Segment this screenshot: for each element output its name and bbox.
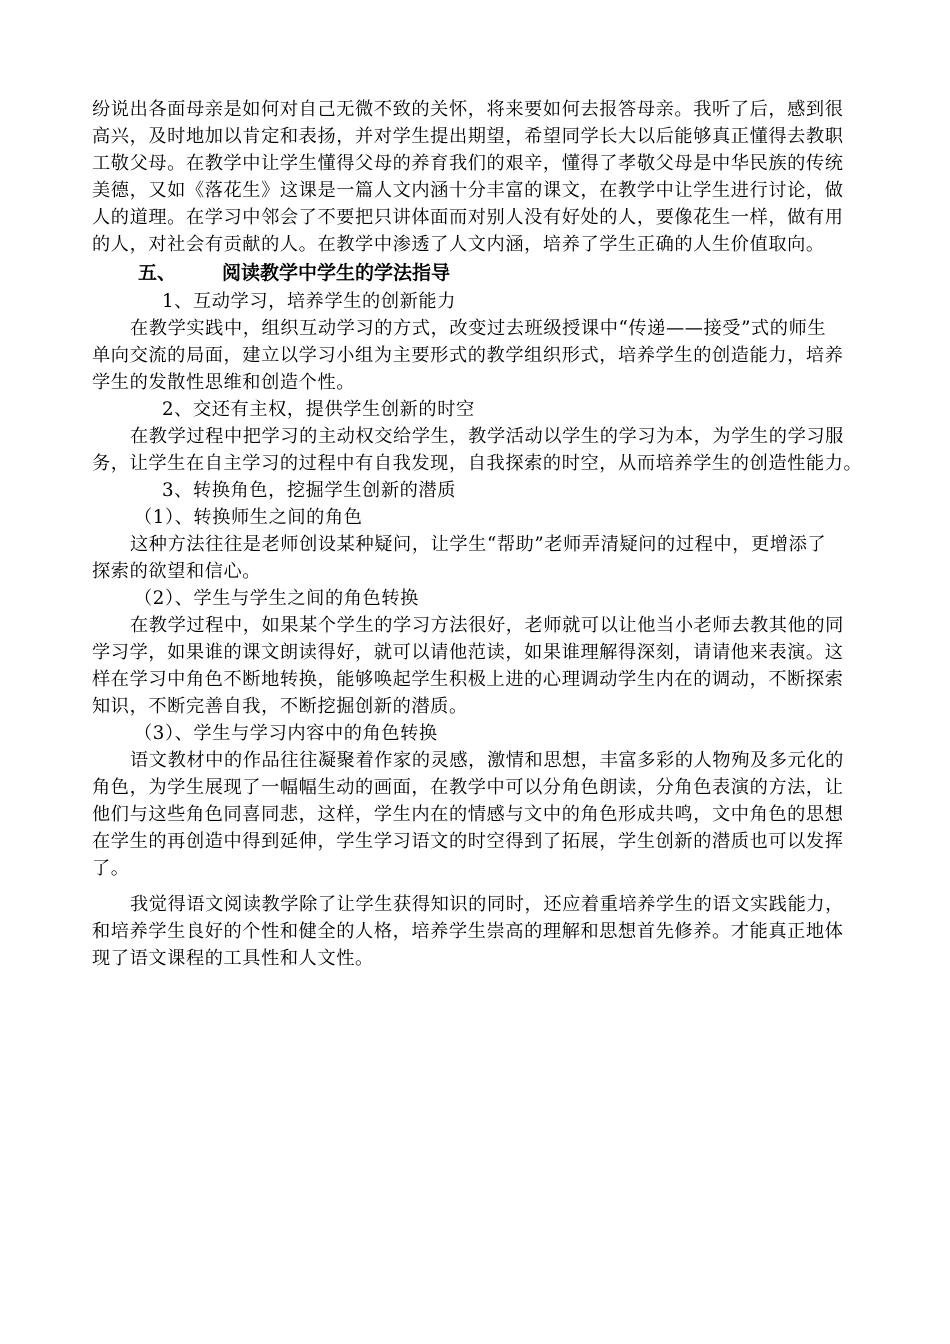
paragraph-line: 单向交流的局面，建立以学习小组为主要形式的教学组织形式，培养学生的创造能力，培养 — [92, 345, 844, 366]
paragraph — [92, 315, 862, 396]
paragraph-line: 和培养学生良好的个性和健全的人格，培养学生崇高的理解和思想首先修养。才能真正地体 — [92, 921, 844, 942]
paragraph-line: 学习学，如果谁的课文朗读得好，就可以请他范读，如果谁理解得深刻，请请他来表演。这 — [92, 642, 844, 663]
paragraph-line: 语文教材中的作品往往凝聚着作家的灵感，激情和思想，丰富多彩的人物殉及多元化的 — [130, 750, 844, 771]
paragraph-line: 知识，不断完善自我，不断挖掘创新的潜质。 — [92, 696, 468, 717]
section-heading — [92, 258, 862, 288]
paragraph-line: 工敬父母。在教学中让学生懂得父母的养育我们的艰辛，懂得了孝敬父母是中华民族的传统 — [92, 153, 844, 174]
paragraph — [92, 531, 862, 585]
paragraph-line: 纷说出各面母亲是如何对自己无微不致的关怀，将来要如何去报答母亲。我听了后，感到很 — [92, 99, 844, 120]
paragraph-line: 他们与这些角色同喜同悲，这样，学生内在的情感与文中的角色形成共鸣，文中角色的思想 — [92, 804, 844, 825]
paragraph — [92, 747, 862, 882]
document-page — [92, 96, 862, 972]
paragraph-line: 的人，对社会有贡献的人。在教学中渗透了人文内涵，培养了学生正确的人生价值取向。 — [92, 234, 825, 255]
paragraph-line: 在教学过程中把学习的主动权交给学生，教学活动以学生的学习为本，为学生的学习服 — [130, 426, 844, 447]
paragraph-line: 务，让学生在自主学习的过程中有自我发现，自我探索的时空，从而培养学生的创造性能力。 — [92, 453, 863, 474]
paragraph-line: 了。 — [92, 858, 130, 879]
paragraph-line: 样在学习中角色不断地转换，能够唤起学生积极上进的心理调动学生内在的调动，不断探索 — [92, 669, 844, 690]
paragraph-line: 人的道理。在学习中邻会了不要把只讲体面而对别人没有好处的人，要像花生一样，做有用 — [92, 207, 844, 228]
section-number: 五、 — [138, 262, 177, 284]
paragraph-line: 现了语文课程的工具性和人文性。 — [92, 948, 374, 969]
paragraph-line: 在教学过程中，如果某个学生的学习方法很好，老师就可以让他当小老师去教其他的同 — [130, 615, 844, 636]
numbered-subtitle: （2）、学生与学生之间的角色转换 — [134, 588, 419, 609]
paragraph-line: 角色，为学生展现了一幅幅生动的画面，在教学中可以分角色朗读，分角色表演的方法，让 — [92, 777, 844, 798]
paragraph — [92, 891, 862, 972]
paragraph-line: 在教学实践中，组织互动学习的方式，改变过去班级授课中“传递——接受”式的师生 — [130, 318, 827, 339]
paragraph-line: 我觉得语文阅读教学除了让学生获得知识的同时，还应着重培养学生的语文实践能力， — [130, 894, 844, 915]
paragraph — [92, 423, 862, 477]
paragraph-line: 探索的欲望和信心。 — [92, 561, 262, 582]
paragraph-line: 在学生的再创造中得到延伸，学生学习语文的时空得到了拓展，学生创新的潜质也可以发挥 — [92, 831, 844, 852]
paragraph — [92, 612, 862, 720]
section-title: 阅读教学中学生的学法指导 — [222, 262, 451, 284]
paragraph — [92, 96, 862, 258]
subsection-title: 2、交还有主权，提供学生创新的时空 — [162, 399, 475, 420]
subsection-title: 3、转换角色，挖掘学生创新的潜质 — [162, 480, 456, 501]
numbered-subtitle: （3）、学生与学习内容中的角色转换 — [134, 723, 438, 744]
numbered-subtitle: （1）、转换师生之间的角色 — [134, 507, 363, 528]
paragraph-line: 美德，又如《落花生》这课是一篇人文内涵十分丰富的课文，在教学中让学生进行讨论，做 — [92, 180, 844, 201]
subsection-title: 1、互动学习，培养学生的创新能力 — [162, 291, 456, 312]
paragraph-line: 高兴，及时地加以肯定和表扬，并对学生提出期望，希望同学长大以后能够真正懂得去教职 — [92, 126, 844, 147]
paragraph-line: 学生的发散性思维和创造个性。 — [92, 372, 356, 393]
paragraph-line: 这种方法往往是老师创设某种疑问，让学生“帮助”老师弄清疑问的过程中，更增添了 — [130, 534, 827, 555]
paragraph-gap — [92, 882, 862, 891]
